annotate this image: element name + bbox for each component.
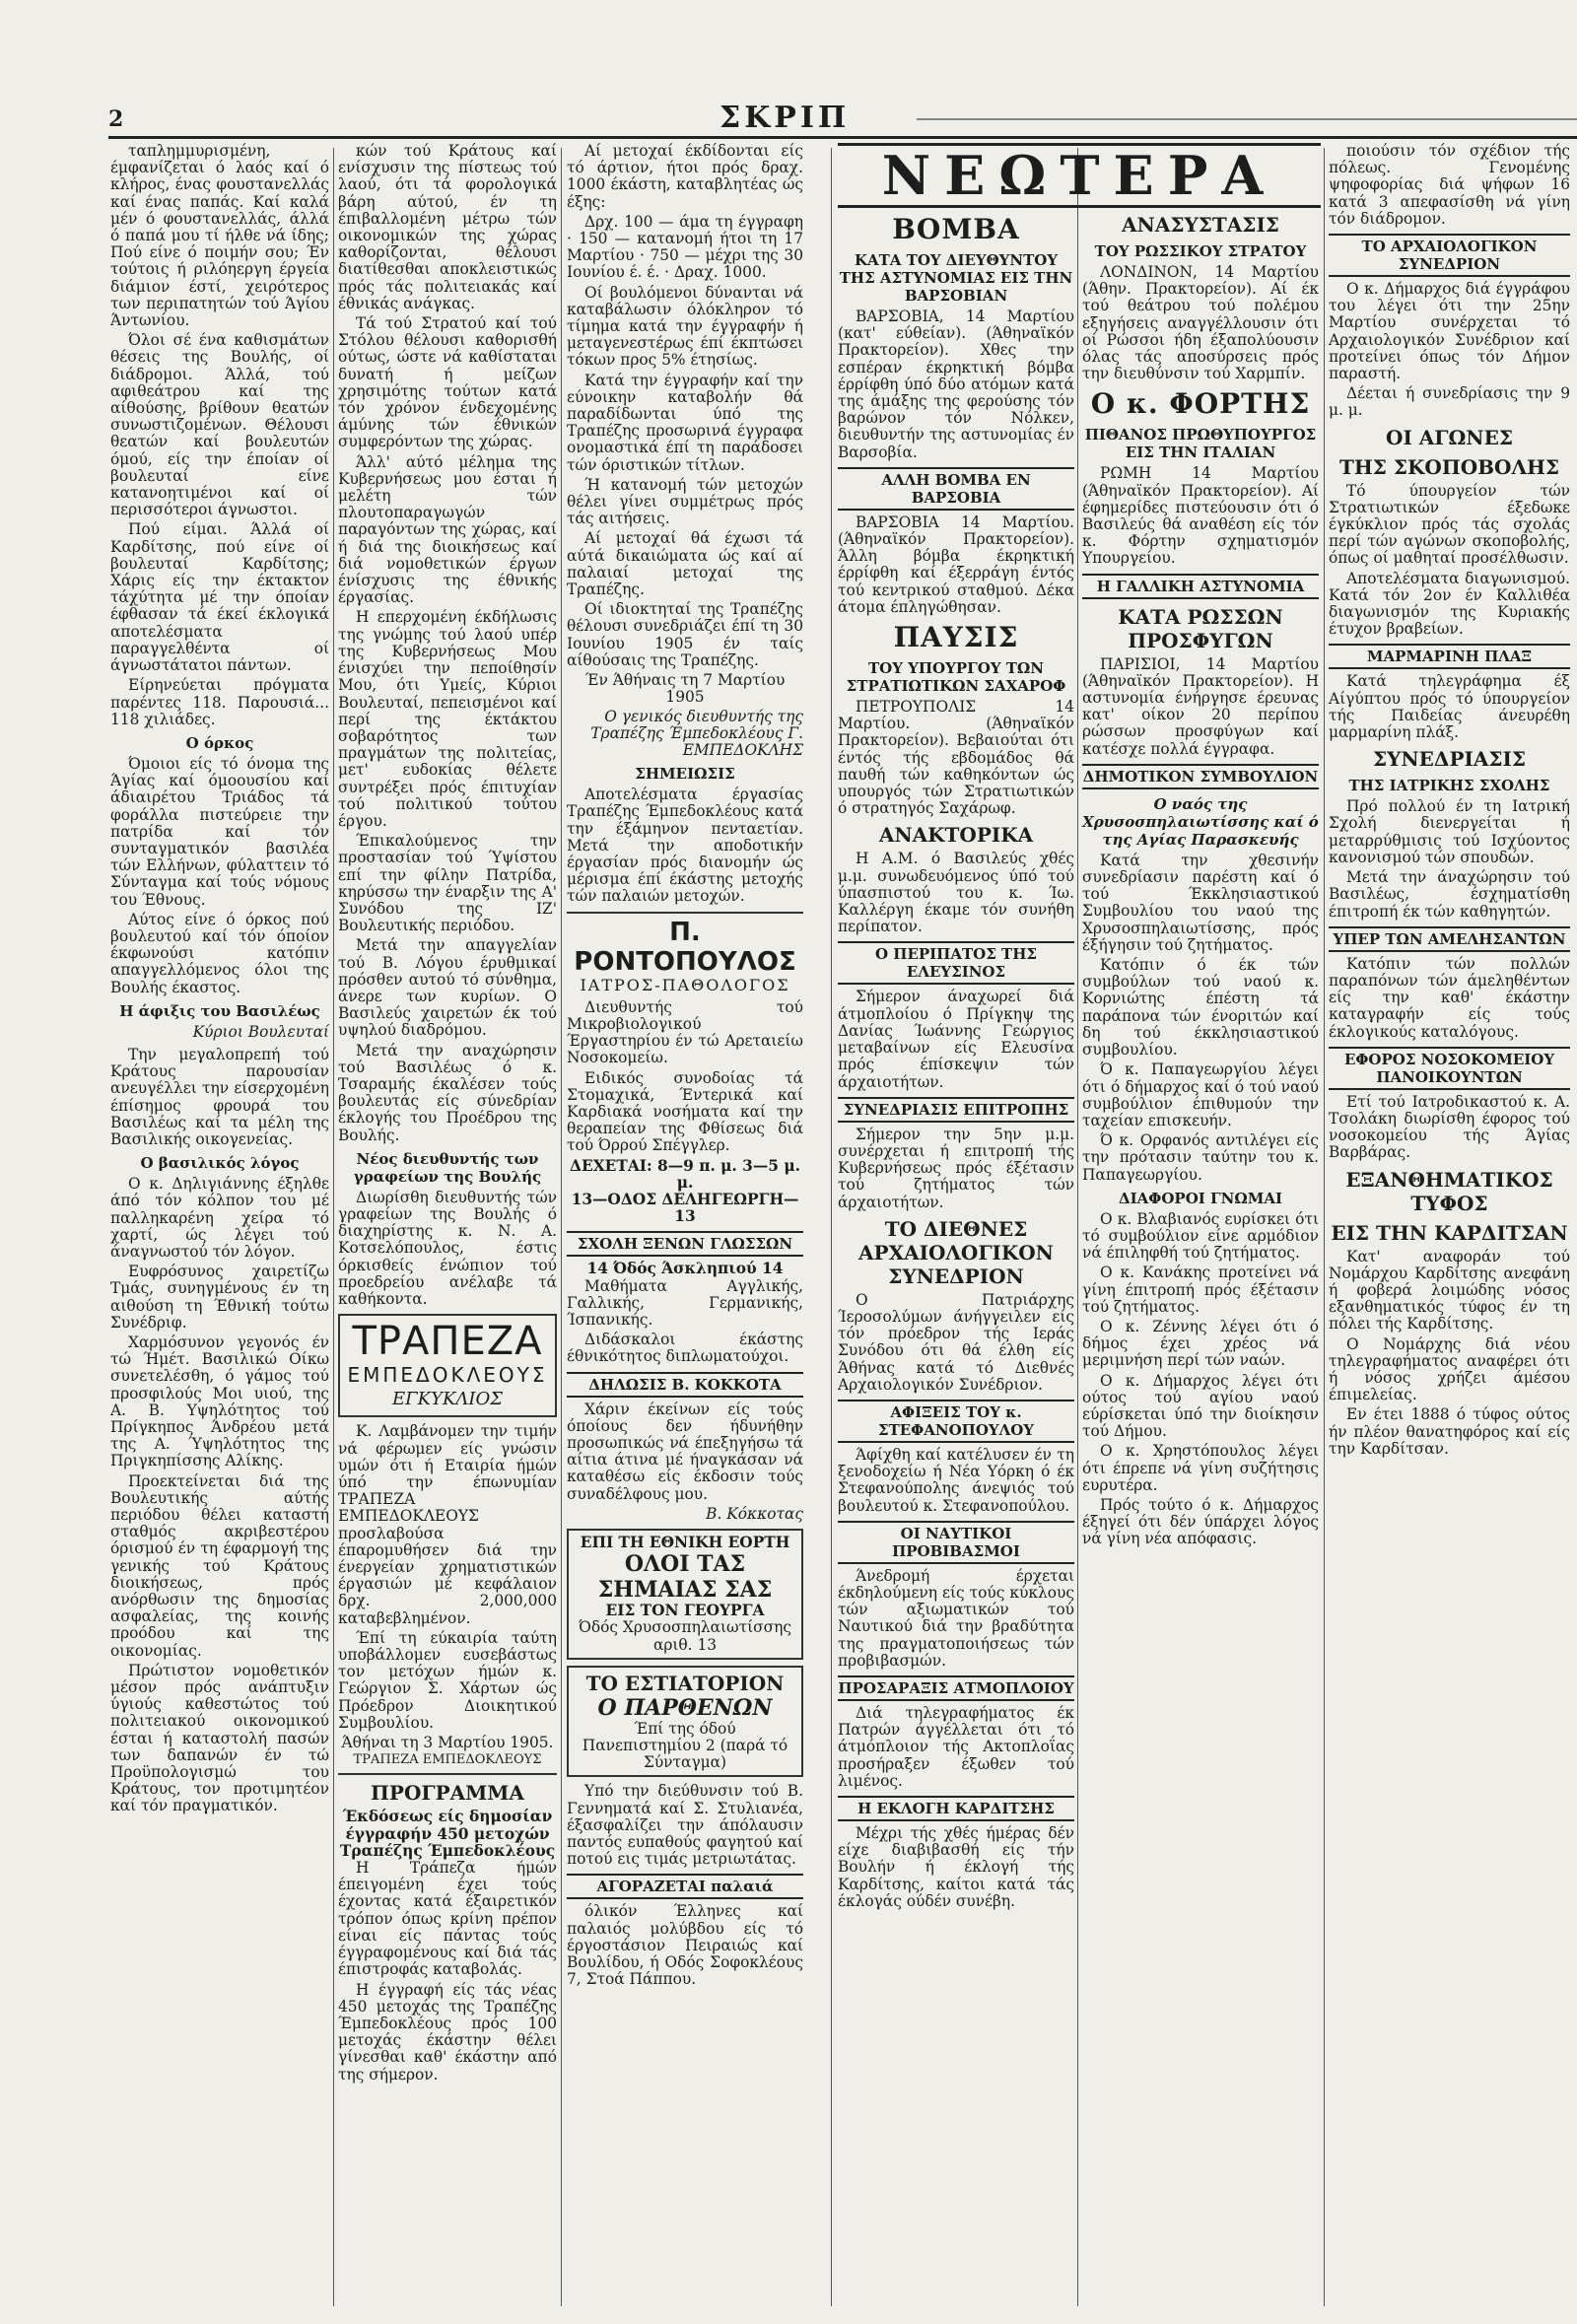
column-divider	[1324, 148, 1325, 2306]
paragraph: Πρό πολλού έν τη Ιατρική Σχολή διενεργείται ή μεταρρύθμισις τού Ισχύοντος κανονισμού τών σπουδών.	[1329, 797, 1570, 866]
paragraph: Αί μετοχαί έκδίδονται είς τό άρτιον, ήτοι πρός δραχ. 1000 έκάστη, καταβλητέας ώς έξης:	[567, 142, 803, 211]
bank-subtitle: ΕΜΠΕΔΟΚΛΕΟΥΣ	[347, 1363, 548, 1388]
paragraph: Ευφρόσυνος χαιρετίζω Τμάς, συνηγμένους έν τη αιθούση τη Έθνική τούτω Συνέδριφ.	[110, 1263, 329, 1332]
section-heading: ΣΗΜΕΙΩΣΙΣ	[635, 765, 735, 784]
doctor-name: Π. ΡΟΝΤΟΠΟΥΛΟΣ	[574, 917, 796, 977]
paragraph: Η Τράπεζα ήμών έπειγομένη έχει τούς έχοντας κατά έξαιρετικόν τρόπον όπως κρίνη πρέπον είναι είς πάντας τούς έγγραφομένους καί διά τάς έπιστροφάς καταβολάς.	[338, 1859, 557, 1979]
paragraph: Χάριν έκείνων είς τούς όποίους δεν ήδυνήθην προσωπικώς νά έπεξηγήσω τά αίτια άτινα μέ ήναγκάσαν νά καταθέσω είς έκδοσιν τούς συναδέλφους μου.	[567, 1400, 803, 1503]
column-divider	[831, 148, 832, 2306]
section-heading: ΕΦΟΡΟΣ ΝΟΣΟΚΟΜΕΙΟΥ ΠΑΝΟΙΚΟΥΝΤΩΝ	[1329, 1047, 1570, 1090]
paragraph: Ο κ. Χρηστόπουλος λέγει ότι έπρεπε νά γίνη συζήτησις ευρυτέρα.	[1082, 1442, 1319, 1494]
section-heading: Η ΕΚΛΟΓΗ ΚΑΡΔΙΤΣΗΣ	[838, 1796, 1074, 1821]
paragraph: Τά τού Στρατού καί τού Στόλου θέλουσι καθορισθή ούτως, ώστε νά καθίσταται δυνατή ή μείζων χρησιμότης τούτων κατά τόν χρόνον ένδεχομένης άμύνης τών έθνικών συμφερόντων της χώρας.	[338, 314, 557, 451]
subheading: ΤΟΥ ΥΠΟΥΡΓΟΥ ΤΩΝ ΣΤΡΑΤΙΩΤΙΚΩΝ ΣΑΧΑΡΟΦ	[846, 659, 1066, 696]
paragraph: Ο κ. Βλαβιανός ευρίσκει ότι τό συμβούλιον είνε αρμόδιον νά έπιληφθή τού ζητήματος.	[1082, 1209, 1319, 1263]
paragraph: Αύτος είνε ό όρκος πού βουλευτού καί τόν όποίον έκφωνούσι κατόπιν απαγγελλόμενος όλοι της Βουλής έκαστος.	[110, 910, 329, 996]
paragraph: Πρός τούτο ό κ. Δήμαρχος έξηγεί ότι δέν ύπάρχει λόγος νά γίνη νέα απόφασις.	[1082, 1495, 1319, 1548]
subheading: ΕΙΣ ΤΗΝ ΚΑΡΔΙΤΣΑΝ	[1331, 1220, 1568, 1245]
dateline: Άθήναι τη 3 Μαρτίου 1905.	[341, 1734, 554, 1752]
restaurant-advertisement	[567, 1666, 803, 1778]
section-heading: ΑΛΛΗ ΒΟΜΒΑ ΕΝ ΒΑΡΣΟΒΙΑ	[838, 467, 1074, 511]
ad-heading: ΤΟ ΕΣΤΙΑΤΟΡΙΟΝ	[585, 1671, 785, 1695]
divider	[338, 1773, 557, 1775]
section-heading: ΜΑΡΜΑΡΙΝΗ ΠΛΑΞ	[1329, 644, 1570, 669]
paragraph: ποιούσιν τόν σχέδιον τής πόλεως. Γενομένης ψηφοφορίας διά ψήφων 16 κατά 3 απεφασίσθη νά γίνη τόν διάδρομον.	[1329, 142, 1570, 228]
paragraph: Ειδικός συνοδοίας τά Στομαχικά, Έντερικά καί Καρδιακά νοσήματα καί την θεραπείαν της Φθίσεως διά τού Όρρού Σπέγγλερ.	[567, 1068, 803, 1155]
paragraph: Πού είμαι. Άλλά οί Καρδίτσης, πού είνε οί βουλευταί Καρδίτσης; Χάρις είς την έκτακτον τάχύτητα μέ την όποίαν έφθασαν τά έκεί έκλογικά αποτελέσματα παραγγελθέντα οί άγνωστάτατοι πάντων.	[110, 520, 329, 675]
paragraph: Ό κ. Ορφανός αντιλέγει είς την πρότασιν ταύτην του κ. Παπαγεωργίου.	[1082, 1131, 1319, 1184]
paragraph: Ο κ. Δήμαρχος λέγει ότι ούτος τού αγίου ναού εύρίσκεται ύπό την διοίκησιν τού Δήμου.	[1082, 1371, 1319, 1441]
section-heading: Ο κ. ΦΟΡΤΗΣ	[1090, 387, 1311, 421]
paragraph: όλικόν Έλληνες καί παλαιός μολύβδου είς τό έργοστάσιον Πειραιώς καί Βουλίδου, ή Οδός Σοφοκλέους 7, Στοά Πάππου.	[567, 1902, 803, 1989]
subheading: Έκδόσεως είς δημοσίαν έγγραφήν 450 μετοχών Τραπέζης Έμπεδοκλέους	[339, 1808, 556, 1860]
section-heading: ΑΝΑΣΥΣΤΑΣΙΣ	[1122, 213, 1279, 237]
bank-kind: ΕΓΚΥΚΛΙΟΣ	[392, 1389, 503, 1410]
column-3	[567, 143, 803, 2306]
header-rule	[917, 118, 1577, 120]
doctor-advertisement	[567, 912, 803, 993]
section-heading: ΠΡΟΓΡΑΜΜΑ	[371, 1781, 524, 1806]
paragraph: Δρχ. 100 — άμα τη έγγραφη · 150 — κατανομή ήτοι τη 17 Μαρτίου · 750 — μέχρι της 30 Ιουνίου έ. έ. · Δραχ. 1000.	[567, 212, 803, 282]
paragraph: ταπλημμυρισμένη, έμφανίζεται ό λαός καί ό κλήρος, ένας φουστανελλάς καί ένας παπάς. Καί καλά μέν ό φουστανελλάς, άλλά ό παπά μου τί ήλθε νά ίδης; Πού είνε ό ποιμήν σου; Έν τούτοις ή ριλόηεργη έργεία διάμιον έστί, χειρότερος των περιπατητών τού Άγίου Άντωνίου.	[110, 142, 329, 330]
paragraph: ΡΩΜΗ 14 Μαρτίου (Άθηναϊκόν Πρακτορείον). Αί έφημερίδες πιστεύουσιν ότι ό Βασιλεύς θά αναθέση είς τόν κ. Φόρτην σχηματισμόν Υπουργείου.	[1082, 464, 1319, 568]
paragraph: Η έγγραφή είς τάς νέας 450 μετοχάς της Τραπέζης Έμπεδοκλέους πρός 100 μετοχάς έκάστην θέλει γίνεσθαι καθ' έκάστην από της σήμερον.	[338, 1980, 557, 2084]
section-heading: Ο ΠΕΡΙΠΑΤΟΣ ΤΗΣ ΕΛΕΥΣΙΝΟΣ	[838, 941, 1074, 985]
paragraph: Ή κατανομή τών μετοχών θέλει γίνει συμμέτρως πρός τάς αιτήσεις.	[567, 475, 803, 528]
column-1	[110, 143, 329, 2306]
page-number: 2	[108, 106, 124, 132]
paragraph: Κατ' αναφοράν τού Νομάρχου Καρδίτσης ανεφάνη ή φοβερά λοιμώδης νόσος εξανθηματικός τύφος έν τη πόλει τής Καρδίτσης.	[1329, 1247, 1570, 1333]
paragraph: Κατά την έγγραφήν καί την εύνοικην καταβολήν θά παραδίδωνται ύπό της Τραπέζης προσωρινά έγγραφα ονομαστικά έπί τη παράδοσει τών όριστικών τίτλων.	[567, 371, 803, 474]
section-heading: ΣΧΟΛΗ ΞΕΝΩΝ ΓΛΩΣΣΩΝ	[567, 1231, 803, 1257]
section-heading: ΠΑΥΣΙΣ	[893, 621, 1019, 654]
address: Όδός Χρυσοσπηλαιωτίσσης αριθ. 13	[578, 1618, 791, 1654]
paragraph: Χαρμόσυνον γεγονός έν τώ Ήμέτ. Βασιλικώ Οίκω συνετελέσθη, ό γάμος τού προσφιλούς Μοι υιού, της Α. Β. Υψηλότητος τού Πρίγκηπος Άνδρέου μετά της Α. Ύψηλότητος της Πριγκηπίσσης Αλίκης.	[110, 1333, 329, 1470]
section-heading: Ο βασιλικός λόγος	[140, 1154, 300, 1173]
paragraph: Ο κ. Δηλιγιάννης έξηλθε άπό τόν κόλπον του μέ παλληκαρένη χείρα τό χαρτί, ώς λέγει τού άναγνωστού τόν λόγον.	[110, 1175, 329, 1261]
address: Έπί της όδού Πανεπιστημίου 2 (παρά τό Σύνταγμα)	[582, 1719, 788, 1772]
paragraph: Διωρίσθη διευθυντής τών γραφείων της Βουλής ό διαχηρίστης κ. Ν. Α. Κοτσελόπουλος, έστις όρκισθείς ένώπιον τού προεδρείου ανέλαβε τά καθήκοντα.	[338, 1188, 557, 1308]
signature: Κύριοι Βουλευταί	[192, 1022, 329, 1041]
paragraph: Ο κ. Δήμαρχος διά έγγράφου του λέγει ότι την 25ην Μαρτίου συνέρχεται τό Αρχαιολογικόν Συνέδριον καί προτείνει όπως τόν Δήμον παραστή.	[1329, 280, 1570, 383]
column-6	[1329, 143, 1570, 2306]
bank-advertisement	[338, 1314, 557, 1417]
address: 13—ΟΔΟΣ ΔΕΛΗΓΕΩΡΓΗ—13	[571, 1190, 799, 1226]
subheading: ΤΗΣ ΣΚΟΠΟΒΟΛΗΣ	[1338, 454, 1560, 479]
paragraph: Άφίχθη καί κατέλυσεν έν τη ξενοδοχείω ή Νέα Υόρκη ό έκ Στεφανούπολης άνεψιός τού βουλευτού κ. Στεφανοπούλου.	[838, 1445, 1074, 1515]
paragraph: Εν έτει 1888 ό τύφος ούτος ήν πλέον θανατηφόρος καί είς την Καρδίτσαν.	[1329, 1405, 1570, 1458]
paragraph: Διά τηλεγραφήματος έκ Πατρών άγγέλλεται ότι τό άτμόπλοιον τής Ακτοπλοΐας προσήραξεν έξωθεν τού λιμένος.	[838, 1703, 1074, 1790]
paragraph: Ό κ. Παπαγεωργίου λέγει ότι ό δήμαρχος καί ό τού ναού συμβούλιον έπιθυμούν την ταχείαν επισκευήν.	[1082, 1060, 1319, 1129]
paragraph: Προεκτείνεται διά της Βουλευτικής αύτής περιόδου θέλει καταστή σταθμός ακριβεστέρου όρισμού έν τη έφαρμογή της γενικής τού Κράτους διοικήσεως, πρός ανόρθωσιν της δημοσίας ασφαλείας, της κοινής προόδου καί της οικονομίας.	[110, 1471, 329, 1660]
paragraph: ΠΕΤΡΟΥΠΟΛΙΣ 14 Μαρτίου. (Άθηναϊκόν Πρακτορείον). Βεβαιούται ότι έντός τής εβδομάδος θά παυθή τών καθηκόντων ώς υπουργός τών Στρατιωτικών ό στρατηγός Σαχάρωφ.	[838, 698, 1074, 818]
section-heading: ΟΙ ΝΑΥΤΙΚΟΙ ΠΡΟΒΙΒΑΣΜΟΙ	[838, 1521, 1074, 1564]
paragraph: Μέχρι τής χθές ήμέρας δέν είχε διαβιβασθή είς τήν Βουλήν ή έκλογή τής Καρδίτσης, καίτοι κατά τάς έκλογάς ούδέν συνέβη.	[838, 1823, 1074, 1910]
section-heading: Νέος διευθυντής των γραφείων της Βουλής	[353, 1149, 542, 1186]
paragraph: Μετά την άναχώρησιν τού Βασιλέως, έσχηματίσθη έπιτροπή έκ τών καθηγητών.	[1329, 868, 1570, 921]
section-heading: ΔΗΛΩΣΙΣ Β. ΚΟΚΚΟΤΑ	[567, 1372, 803, 1398]
paragraph: Σήμερον άναχωρεί διά άτμοπλοίου ό Πρίγκηψ της Δανίας Ίωάννης Γεώργιος μεταβαίνων είς Ελευσίνα πρός έπίσκεψιν τών άρχαιοτήτων.	[838, 988, 1074, 1091]
paragraph: Όλοι σέ ένα καθισμάτων θέσεις της Βουλής, οί διάδρομοι. Άλλά, τού αφιθεάτρου καί της αίθούσης, βρίθουν θεατών συνωστιζομένων. Θέλουσι θεατών καί βουλευτών όμού, είς την έποίαν οί βουλευταί είνε κατανοητιμένοι καί οί περισσότεροι άγνωστοι.	[110, 331, 329, 519]
bank-title: ΤΡΑΠΕΖΑ	[352, 1319, 543, 1365]
paragraph: Κατόπιν ό έκ τών συμβούλων τού ναού κ. Κορνιώτης έπέστη τά παράπονα τών ένοριτών καί δη τού έκκλησιαστικού συμβουλίου.	[1082, 956, 1319, 1059]
subheading: ΚΑΤΑ ΡΩΣΣΩΝ ΠΡΟΣΦΥΓΩΝ	[1118, 604, 1283, 652]
paragraph: Κατά την χθεσινήν συνεδρίασιν παρέστη καί ό τού Έκκλησιαστικού Συμβουλίου του ναού της Χρυσοσπηλαιωτίσσης, πρός έξήγησιν τού ζητήματος.	[1082, 851, 1319, 954]
paragraph: Κατόπιν τών πολλών παραπόνων τών άμεληθέντων είς την καθ' έκάστην καταγραφήν είς τούς έκλογικούς καταλόγους.	[1329, 954, 1570, 1041]
section-heading: ΑΝΑΚΤΟΡΙΚΑ	[878, 823, 1034, 848]
paragraph: Αποτελέσματα διαγωνισμού. Κατά τόν 2ον έν Καλλιθέα διαγωνισμόν της Κυριακής έτυχον βραβείων.	[1329, 569, 1570, 639]
section-heading: ΔΗΜΟΤΙΚΟΝ ΣΥΜΒΟΥΛΙΟΝ	[1082, 764, 1319, 789]
section-heading: Ο όρκος	[185, 733, 254, 752]
section-heading: Η ΓΑΛΛΙΚΗ ΑΣΤΥΝΟΜΙΑ	[1082, 574, 1319, 599]
column-divider	[333, 148, 334, 2306]
paragraph: ΒΑΡΣΟΒΙΑ 14 Μαρτίου. (Άθηναϊκόν Πρακτορείον). Άλλη βόμβα έκρηκτική έρρίφθη καί έξερράγη έντός τού κεντρικού σταθμού. Δέκα άτομα έπληγώθησαν.	[838, 513, 1074, 616]
paragraph: Υπό την διεύθυνσιν τού Β. Γεννηματά καί Σ. Στυλιανέα, έξασφαλίζει την άπόλαυσιν παντός ευπαθούς φαγητού καί ποτού εις τιμάς μετριωτάτας.	[567, 1782, 803, 1869]
paragraph: Ο κ. Κανάκης προτείνει νά γίνη έπιτροπή πρός έξέτασιν τού ζητήματος.	[1082, 1264, 1319, 1316]
paragraph: Μετά την απαγγελίαν τού Β. Λόγου έρυθμικαί πρόσθεν αυτού τό σύνθημα, άνερε των κυρίων. Ο Βασιλεύς χαιρετών έκ τού υψηλού διαδρόμου.	[338, 936, 557, 1040]
paragraph: Ο κ. Ζέννης λέγει ότι ό δήμος έχει χρέος νά μεριμνήση περί τών ναών.	[1082, 1317, 1319, 1370]
section-heading: ΑΓΟΡΑΖΕΤΑΙ παλαιά	[567, 1874, 803, 1899]
paragraph: Σήμερον την 5ην μ.μ. συνέρχεται ή επιτροπή τής Κυβερνήσεως πρός έξέτασιν τού ζητήματος τών άρχαιοτήτων.	[838, 1125, 1074, 1211]
paragraph: Η επερχομένη έκδήλωσις της γνώμης τού λαού υπέρ της Κυβερνήσεως Μου ένισχύει την πεποίθησίν Μου, ότι Υμείς, Κύριοι Βουλευταί, πεπεισμένοι καί περί της έκτάκτου σοβαρότητος των πραγμάτων της πολιτείας, μετ' ευδοκίας θέλετε συντρέξει πρός έπιτυχίαν τού πολιτικού τούτου έργου.	[338, 608, 557, 830]
subheading: ΤΟΥ ΡΩΣΣΙΚΟΥ ΣΤΡΑΤΟΥ	[1094, 242, 1307, 260]
paragraph: Άλλ' αύτό μέλημα της Κυβερνήσεως μου έσται ή μελέτη τών πλουτοπαραγωγών παραγόντων της χώρας, καί ή διά της διοικήσεως καί διά νομοθετικών έργων ένίσχυσις της έθνικής έργασίας.	[338, 452, 557, 607]
paragraph: Κ. Λαμβάνομεν την τιμήν νά φέρωμεν είς γνώσιν υμών ότι ή Εταιρία ήμών ύπό την έπωνυμίαν ΤΡΑΠΕΖΑ ΕΜΠΕΔΟΚΛΕΟΥΣ προσλαβούσα έπαρομυθήσεν διά την ένεργείαν χρηματιστικών έργασιών μέ κεφάλαιον δρχ. 2,000,000 καταβεβλημένον.	[338, 1422, 557, 1627]
ad-subtitle: ΕΙΣ ΤΟΝ ΓΕΟΥΡΓΑ	[605, 1602, 765, 1620]
column-divider	[561, 148, 562, 2306]
paragraph: ΠΑΡΙΣΙΟΙ, 14 Μαρτίου (Άθηναϊκόν Πρακτορείον). Η αστυνομία ένήργησε έρευνας κατ' οίκον 20 περίπου ρώσσων προσφύγων καί κατέσχε πολλά έγγραφα.	[1082, 654, 1319, 758]
paragraph: Αποτελέσματα έργασίας Τραπέζης Έμπεδοκλέους κατά την έξάμηνον πενταετίαν. Μετά την αποδοτικήν έργασίαν πρός διανομήν ώς μέρισμα έπί έκάστης μετοχής τών παλαιών μετοχών.	[567, 786, 803, 906]
address: 14 Όδός Άσκληπιού 14	[586, 1260, 784, 1278]
paragraph: Έπικαλούμενος την προστασίαν τού Ύψίστου επί την φίλην Πατρίδα, κηρύσσω την έναρξιν της Α' Συνόδου της ΙΖ' Βουλευτικής περιόδου.	[338, 832, 557, 935]
paragraph: κών τού Κράτους καί ενίσχυσιν της πίστεως τού λαού, ότι τά φορολογικά βάρη αύτού, έν τη έπιβαλλομένη μέτρω τών οικονομικών της χώρας καθορίζονται, θέλουσι διατίθεσθαι αποκλειστικώς πρός τάς πολιτειακάς καί έθνικάς ανάγκας.	[338, 142, 557, 312]
section-banner: ΝΕΩΤΕΡΑ	[838, 143, 1321, 208]
paragraph: ΛΟΝΔΙΝΟΝ, 14 Μαρτίου (Άθην. Πρακτορείον). Αί έκ τού θεάτρου τού πολέμου εξηγήσεις αναγγέλλουσιν ότι οί Ρώσσοι ήδη έξαπολύουσιν όλας τάς αποσύρσεις πρός την διευθύνσιν τού Χαρμπίν.	[1082, 263, 1319, 383]
page-header	[108, 101, 1577, 139]
column-2	[338, 143, 557, 2306]
masthead-title: ΣΚΡΙΠ	[720, 101, 851, 135]
section-heading: ΔΙΑΦΟΡΟΙ ΓΝΩΜΑΙ	[1119, 1189, 1282, 1207]
holiday-advertisement	[567, 1529, 803, 1660]
paragraph: Μετά την αναχώρησιν τού Βασιλέως ό κ. Τσαραμής έκαλέσεν τούς βουλευτάς είς σύνεδρίαν έκλογής του Προέδρου της Βουλής.	[338, 1041, 557, 1144]
paragraph: Η Α.Μ. ό Βασιλεύς χθές μ.μ. συνωδευόμενος ύπό τού ύπασπιστού του κ. Ίω. Καλλέργη έκαμε τόν συνήθη περίπατον.	[838, 850, 1074, 936]
doctor-role: ΙΑΤΡΟΣ-ΠΑΘΟΛΟΓΟΣ	[580, 975, 790, 994]
paragraph: Άνεδρομή έρχεται έκδηλούμενη είς τούς κύκλους τών αξιωματικών τού Ναυτικού διά την βραδύτητα της πραγματοποιήσεως τών προβιβασμών.	[838, 1566, 1074, 1670]
paragraph: Είρηνεύεται πρόγματα παρέντες 118. Παρουσιά... 118 χιλιάδες.	[110, 676, 329, 728]
paragraph: Όμοιοι είς τό όνομα της Άγίας καί όμοουσίου καί άδιαιρέτου Τριάδος τά φοράλλα πιστεύρειε την πατρίδα καί τόν συνταγματικόν βασιλέα τών Ελλήνων, φύλαττειν τό Σύνταγμα καί τούς νόμους του Έθνους.	[110, 754, 329, 909]
section-heading: ΣΥΝΕΔΡΙΑΣΙΣ	[1372, 747, 1526, 772]
section-heading: ΤΟ ΔΙΕΘΝΕΣ ΑΡΧΑΙΟΛΟΓΙΚΟΝ ΣΥΝΕΔΡΙΟΝ	[858, 1216, 1054, 1288]
section-heading: ΟΙ ΑΓΩΝΕΣ	[1386, 425, 1513, 449]
paragraph: Ο Πατριάρχης Ίεροσολύμων άνήγγειλεν είς τόν πρόεδρον τής Ιεράς Συνόδου ότι θά έλθη είς Άθήνας κατά τό Διεθνές Αρχαιολογικόν Συνέδριον.	[838, 1290, 1074, 1394]
paragraph: Ετί τού Ιατροδικαστού κ. Α. Τσολάκη διωρίσθη έφορος τού νοσοκομείου τής Άγίας Βαρβάρας.	[1329, 1092, 1570, 1162]
paragraph: ΒΑΡΣΟΒΙΑ, 14 Μαρτίου (κατ' εύθείαν). (Άθηναϊκόν Πρακτορείον). Χθες την εσπέραν έκρηκτική βόμβα έρρίφθη ύπό δύο ατόμων κατά της άμάξης της φερούσης τόν βαρώνον τόν Νόλκεν, διευθυντήν της αστυνομίας έν Βαρσοβία.	[838, 308, 1074, 461]
paragraph: Πρώτιστον νομοθετικόν μέσον πρός ανάπτυξιν ύγιούς καθεστώτος τού πολιτειακού οικονομικού έσται ή καταστολή πασών των δαπανών έν τώ Προϋπολογισμώ του Κράτους, τον προτιμητέον καί τόν πραγματικόν.	[110, 1661, 329, 1815]
dateline: Έν Άθήναις τη 7 Μαρτίου 1905	[584, 671, 786, 707]
section-heading: ΥΠΕΡ ΤΩΝ ΑΜΕΛΗΣΑΝΤΩΝ	[1329, 926, 1570, 952]
section-heading: ΣΥΝΕΔΡΙΑΣΙΣ ΕΠΙΤΡΟΠΗΣ	[838, 1097, 1074, 1123]
paragraph: Έπί τη εύκαιρία ταύτη υποβάλλομεν ευσεβάστως τον μετόχων ήμών κ. Γεώργιον Σ. Χάρτων ώς Πρόεδρον Διοικητικού Συμβουλίου.	[338, 1628, 557, 1732]
column-5	[1082, 207, 1319, 2306]
section-heading: ΤΟ ΑΡΧΑΙΟΛΟΓΙΚΟΝ ΣΥΝΕΔΡΙΟΝ	[1329, 234, 1570, 277]
ad-title: Ο ΠΑΡΘΕΝΩΝ	[597, 1694, 773, 1721]
paragraph: Την μεγαλοπρεπή τού Κράτους παρουσίαν ανευγέλλει την είσερχομένη έπίσημος φρουρά του Βασιλέως καί τα μέλη της Βασιλικής οικογενείας.	[110, 1045, 329, 1148]
subheading: ΠΙΘΑΝΟΣ ΠΡΩΘΥΠΟΥΡΓΟΣ ΕΙΣ ΤΗΝ ΙΤΑΛΙΑΝ	[1084, 426, 1317, 462]
paragraph: Κατά τηλεγράφημα έξ Αίγύπτου πρός τό ύπουργείον τής Παιδείας άνευρέθη μαρμαρίνη πλάξ.	[1329, 672, 1570, 742]
subheading: Ο ναός της Χρυσοσπηλαιωτίσσης καί ό της Αγίας Παρασκευής	[1082, 794, 1319, 849]
ad-heading: ΕΠΙ ΤΗ ΕΘΝΙΚΗ ΕΟΡΤΗ	[580, 1534, 790, 1552]
section-heading: ΑΦΙΞΕΙΣ ΤΟΥ κ. ΣΤΕΦΑΝΟΠΟΥΛΟΥ	[838, 1400, 1074, 1443]
signature: ΤΡΑΠΕΖΑ ΕΜΠΕΔΟΚΛΕΟΥΣ	[353, 1752, 542, 1768]
section-heading: ΒΟΜΒΑ	[892, 213, 1020, 245]
paragraph: Διδάσκαλοι έκάστης έθνικότητος διπλωματούχοι.	[567, 1331, 803, 1366]
paragraph: Μαθήματα Αγγλικής, Γαλλικής, Γερμανικής, Ίσπανικής.	[567, 1276, 803, 1329]
paragraph: Τό ύπουργείον τών Στρατιωτικών έξεδωκε έγκύκλιον πρός τάς σχολάς περί τών αγώνων σκοποβολής, όπως οί μαθηταί προσέλθωσιν.	[1329, 481, 1570, 568]
signature: Ο γενικός διευθυντής της Τραπέζης Έμπεδοκλέους Γ. ΕΜΠΕΔΟΚΛΗΣ	[590, 707, 803, 759]
signature: Β. Κόκκοτας	[706, 1504, 803, 1523]
section-heading: ΠΡΟΣΑΡΑΞΙΣ ΑΤΜΟΠΛΟΙΟΥ	[838, 1675, 1074, 1701]
paragraph: Διευθυντής τού Μικροβιολογικού Έργαστηρίου έν τώ Αρεταιείω Νοσοκομείω.	[567, 997, 803, 1067]
section-heading: Η άφιξις του Βασιλέως	[119, 1001, 320, 1020]
office-hours: ΔΕΧΕΤΑΙ: 8—9 π. μ. 3—5 μ. μ.	[570, 1156, 800, 1192]
subheading: ΚΑΤΑ ΤΟΥ ΔΙΕΥΘΥΝΤΟΥ ΤΗΣ ΑΣΤΥΝΟΜΙΑΣ ΕΙΣ ΤΗΝ ΒΑΡΣΟΒΙΑΝ	[839, 251, 1073, 305]
paragraph: Ο Νομάρχης διά νέου τηλεγραφήματος αναφέρει ότι ή νόσος χρήζει άμέσου έπιμελείας.	[1329, 1334, 1570, 1404]
paragraph: Δέεται ή συνεδρίασις την 9 μ. μ.	[1329, 384, 1570, 420]
subheading: ΤΗΣ ΙΑΤΡΙΚΗΣ ΣΧΟΛΗΣ	[1348, 777, 1550, 795]
paragraph: Αί μετοχαί θά έχωσι τά αύτά δικαιώματα ώς καί αί παλαιαί μετοχαί της Τραπέζης.	[567, 529, 803, 599]
section-heading: ΕΞΑΝΘΗΜΑΤΙΚΟΣ ΤΥΦΟΣ	[1345, 1167, 1553, 1215]
paragraph: Οί ιδιοκτηταί της Τραπέζης θέλουσι συνεδριάζει έπί τη 30 Ιουνίου 1905 έν ταίς αίθούσαις της Τραπέζης.	[567, 600, 803, 669]
paragraph: Οί βουλόμενοι δύνανται νά καταβάλωσιν όλόκληρον τό τίμημα κατά την έγγραφήν ή μεταγενεστέρως έπί έκπτώσει τόκων προς 5% έτησίως.	[567, 283, 803, 370]
ad-title: ΟΛΟΙ ΤΑΣ ΣΗΜΑΙΑΣ ΣΑΣ	[597, 1551, 773, 1604]
column-divider	[1077, 148, 1078, 2306]
